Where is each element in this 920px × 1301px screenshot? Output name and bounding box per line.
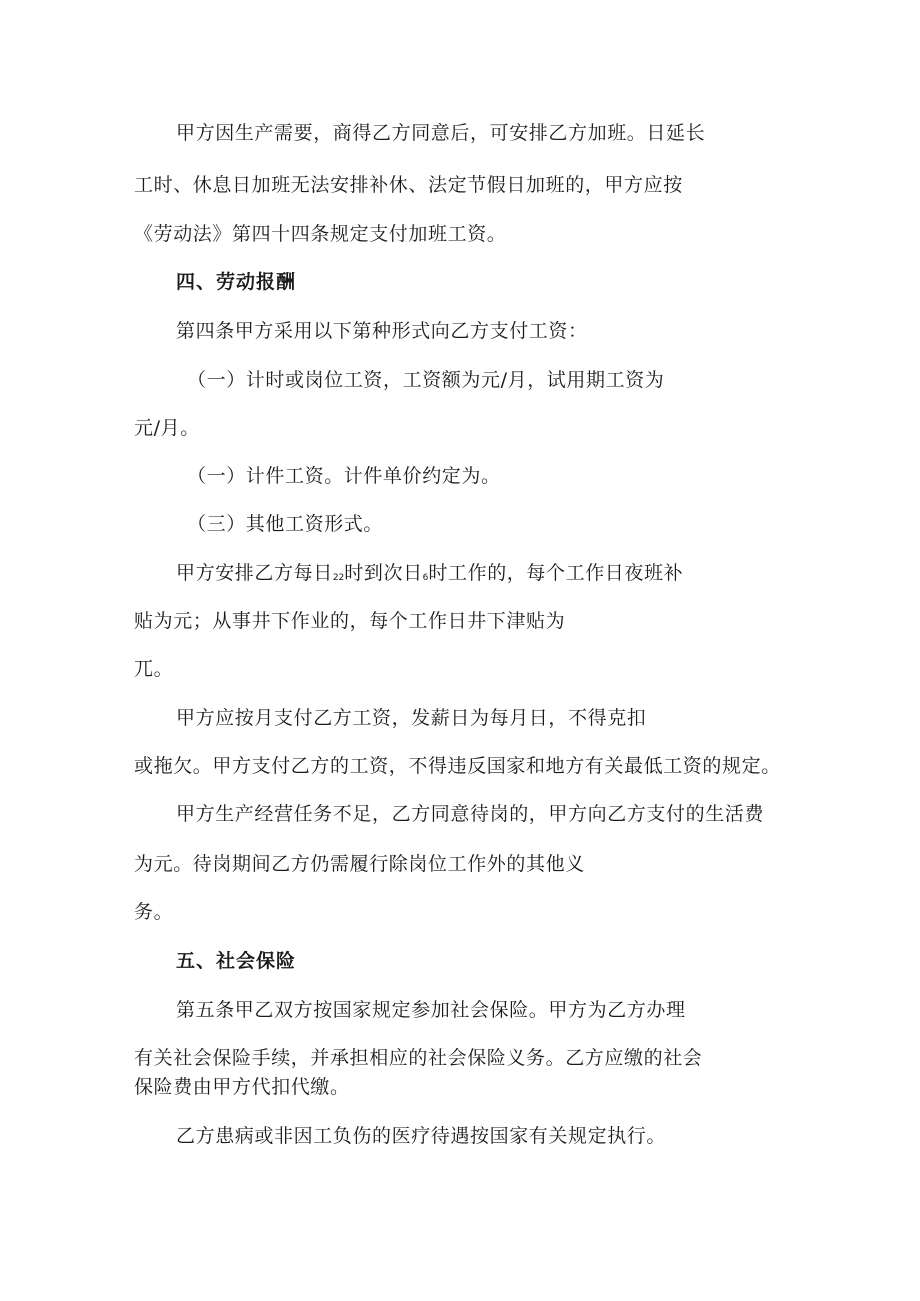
wage-type-2: （一）计件工资。计件单价约定为。 (187, 465, 501, 487)
night-shift-line-3: 兀。 (134, 658, 174, 680)
article-4-intro: 第四条甲方采用以下第种形式向乙方支付工资： (176, 320, 588, 342)
article-5-line-2: 有关社会保险手续，并承担相应的社会保险义务。乙方应缴的社会 (134, 1047, 703, 1069)
standby-line-3: 务。 (134, 901, 174, 923)
overtime-paragraph-line-2: 工时、休息日加班无法安排补休、法定节假日加班的，甲方应按 (134, 174, 683, 196)
night-shift-line-2: 贴为元；从事井下作业的，每个工作日井下津贴为 (134, 610, 566, 632)
standby-line-2: 为元。待岗期间乙方仍需履行除岗位工作外的其他义 (134, 853, 585, 875)
overtime-paragraph-line-3: 《劳动法》第四十四条规定支付加班工资。 (134, 223, 507, 245)
section-4-heading: 四、劳动报酬 (176, 271, 297, 293)
wage-type-3: （三）其他工资形式。 (187, 513, 384, 535)
wage-type-1-line-1: （一）计时或岗位工资，工资额为元/月，试用期工资为 (187, 369, 665, 391)
standby-line-1: 甲方生产经营任务不足，乙方同意待岗的，甲方向乙方支付的生活费 (176, 803, 765, 825)
payday-line-1: 甲方应按月支付乙方工资，发薪日为每月日，不得克扣 (176, 707, 647, 729)
night-shift-text-c: 时工作的，每个工作日夜班补 (428, 562, 684, 584)
night-shift-line-1 (176, 561, 683, 590)
night-shift-end-hour: 6 (422, 573, 429, 583)
wage-type-1-line-2: 元/月。 (134, 417, 200, 439)
night-shift-text-b: 时到次日 (344, 562, 423, 584)
article-5-line-1: 第五条甲乙双方按国家规定参加社会保险。甲方为乙方办理 (176, 999, 686, 1021)
article-5-line-3: 保险费由甲方代扣代缴。 (134, 1076, 350, 1098)
overtime-paragraph-line-1: 甲方因生产需要，商得乙方同意后，可安排乙方加班。日延长 (176, 122, 706, 144)
night-shift-start-hour: 22 (332, 573, 345, 583)
payday-line-2: 或拖欠。甲方支付乙方的工资，不得违反国家和地方有关最低工资的规定。 (134, 755, 781, 777)
section-5-heading: 五、社会保险 (176, 950, 297, 972)
medical-paragraph: 乙方患病或非因工负伤的医疗待遇按国家有关规定执行。 (176, 1125, 667, 1147)
night-shift-text-a: 甲方安排乙方每日 (176, 562, 333, 584)
